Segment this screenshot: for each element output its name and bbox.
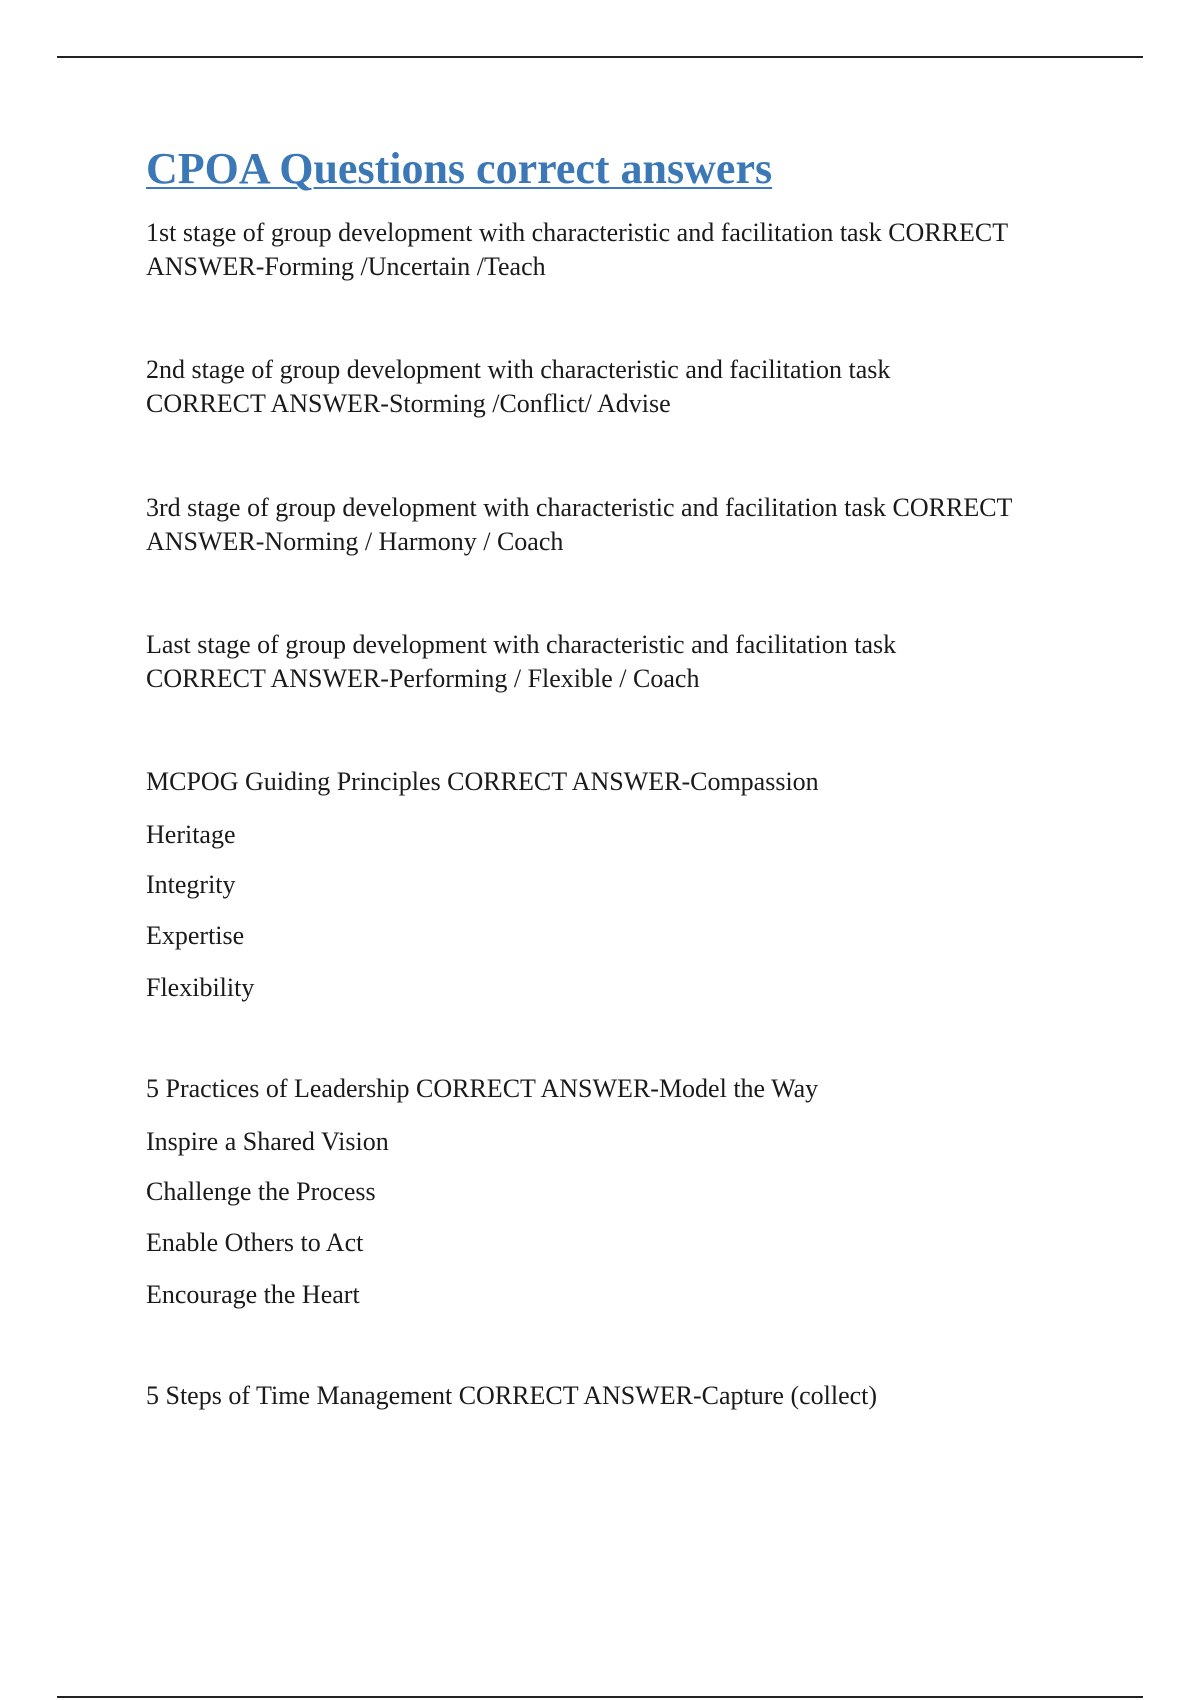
qa-item-2 bbox=[146, 353, 1106, 421]
qa-item-3 bbox=[146, 491, 1106, 559]
qa-item-7 bbox=[146, 1379, 1106, 1413]
qa-item-1 bbox=[146, 216, 1106, 284]
qa-item-5 bbox=[146, 765, 1106, 799]
qa-line: ANSWER-Norming / Harmony / Coach bbox=[146, 527, 564, 556]
qa-item-5-extra-4: Flexibility bbox=[146, 973, 255, 1002]
qa-item-5-extra-3: Expertise bbox=[146, 921, 245, 950]
qa-item-6-extra-1: Inspire a Shared Vision bbox=[146, 1127, 389, 1156]
footer-rule bbox=[57, 1696, 1143, 1698]
qa-line: CORRECT ANSWER-Storming /Conflict/ Advise bbox=[146, 389, 671, 418]
qa-line: 1st stage of group development with characteristic and facilitation task CORRECT bbox=[146, 218, 1009, 247]
header-rule bbox=[57, 56, 1143, 58]
qa-item-6-extra-4: Encourage the Heart bbox=[146, 1280, 360, 1309]
document-title: CPOA Questions correct answers bbox=[146, 144, 773, 193]
qa-item-4 bbox=[146, 628, 1106, 696]
qa-line: MCPOG Guiding Principles CORRECT ANSWER-Compassion bbox=[146, 767, 819, 796]
qa-item-6-extra-3: Enable Others to Act bbox=[146, 1228, 364, 1257]
qa-item-5-extra-2: Integrity bbox=[146, 870, 236, 899]
qa-item-6 bbox=[146, 1072, 1106, 1106]
qa-item-6-extra-2: Challenge the Process bbox=[146, 1177, 376, 1206]
qa-line: 3rd stage of group development with characteristic and facilitation task CORRECT bbox=[146, 493, 1013, 522]
qa-line: 5 Practices of Leadership CORRECT ANSWER-Model the Way bbox=[146, 1074, 819, 1103]
qa-line: ANSWER-Forming /Uncertain /Teach bbox=[146, 252, 546, 281]
qa-line: 5 Steps of Time Management CORRECT ANSWER-Capture (collect) bbox=[146, 1381, 878, 1410]
qa-line: Last stage of group development with characteristic and facilitation task bbox=[146, 630, 897, 659]
qa-line: 2nd stage of group development with characteristic and facilitation task bbox=[146, 355, 891, 384]
qa-line: CORRECT ANSWER-Performing / Flexible / Coach bbox=[146, 664, 700, 693]
qa-item-5-extra-1: Heritage bbox=[146, 820, 236, 849]
